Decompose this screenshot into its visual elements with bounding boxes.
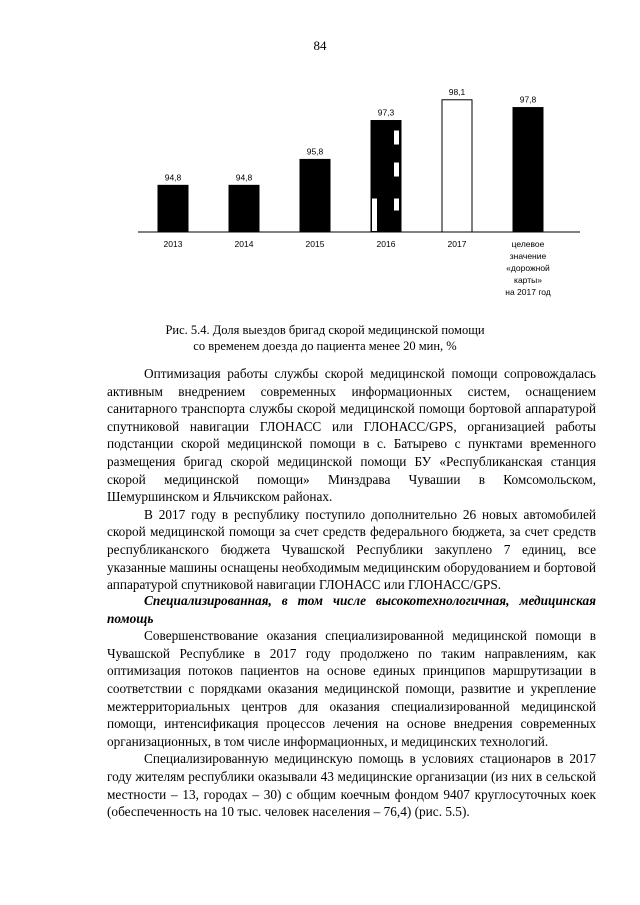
data-label-5: 97,8 [519,94,537,105]
x-tick-label-4: 2017 [447,239,467,249]
x-tick-label-2: 2015 [305,239,325,249]
x-tick-label-5: целевое [511,239,545,249]
bar-2 [300,159,330,232]
paragraph: Оптимизация работы службы скорой медицинской помощи сопровождалась активным внедрением современных информационных систем, оснащением санитарного транспорта службы скорой медицинской помощи бортовой аппаратурой спутниковой навигации ГЛОНАСС или ГЛОНАСС/GPS, организацией работы подстанции скорой медицинской помощи в с. Батырево с пунктами временного размещения бригад скорой медицинской помощи БУ «Республиканская станция скорой медицинской помощи» Минздрава Чувашии в Комсомольском, Шемуршинском и Яльчикском районах. [107,366,596,505]
data-label-2: 95,8 [306,146,324,157]
bar-1 [229,185,259,232]
page-number: 84 [313,38,327,53]
body-text-block [107,365,596,594]
x-tick-label-0: 2013 [163,239,183,249]
figure-caption [100,322,550,354]
data-label-4: 98,1 [448,86,466,97]
x-tick-label-5-2: «дорожной [506,263,550,273]
bar-3-pattern-1 [394,163,399,177]
bar-0 [158,185,188,232]
data-label-0: 94,8 [164,172,182,183]
bar-3-pattern-0 [394,131,399,145]
bar-chart [120,70,600,310]
section-heading: Специализированная, в том числе высокотехнологичная, медицинская помощь [107,593,596,626]
bar-5 [513,108,543,232]
x-tick-label-5-3: карты» [514,275,542,285]
paragraph: Специализированную медицинскую помощь в условиях стационаров в 2017 году жителям республики оказывали 43 медицинские организации (из них в сельской местности – 13, городах – 30) с общим коечным фондом 9407 круглосуточных коек (обеспеченность на 10 тыс. человек населения – 76,4) (рис. 5.5). [107,751,596,820]
bar-3-pattern-3 [372,199,377,231]
x-tick-label-5-1: значение [509,251,547,261]
caption-line-2: со временем доезда до пациента менее 20 мин, % [193,339,457,353]
x-tick-label-1: 2014 [234,239,254,249]
section-block [107,592,596,821]
bar-4 [442,100,472,232]
caption-line-1: Рис. 5.4. Доля выездов бригад скорой медицинской помощи [165,323,485,337]
x-tick-label-3: 2016 [376,239,396,249]
x-tick-label-5-4: на 2017 год [505,287,551,297]
paragraph: В 2017 году в республику поступило дополнительно 26 новых автомобилей скорой медицинской помощи за счет средств федерального бюджета, за счет средств республиканского бюджета Чувашской Республики закуплено 7 единиц, все указанные машины оснащены необходимым медицинским оборудованием и бортовой аппаратурой спутниковой навигации ГЛОНАСС или ГЛОНАСС/GPS. [107,506,596,593]
data-label-1: 94,8 [235,172,253,183]
data-label-3: 97,3 [377,107,395,118]
bar-3-pattern-2 [394,199,399,211]
paragraph: Совершенствование оказания специализированной медицинской помощи в Чувашской Республике в 2017 году продолжено по таким направлениям, как оптимизация потоков пациентов на основе единых принципов маршрутизации в соответствии с порядками оказания медицинской помощи, развитие и укрепление межтерриториальных центров для оказания специализированной медицинской помощи, интенсификация процессов лечения на основе внедрения современных организационных, в том числе информационных, и медицинских технологий. [107,628,596,749]
